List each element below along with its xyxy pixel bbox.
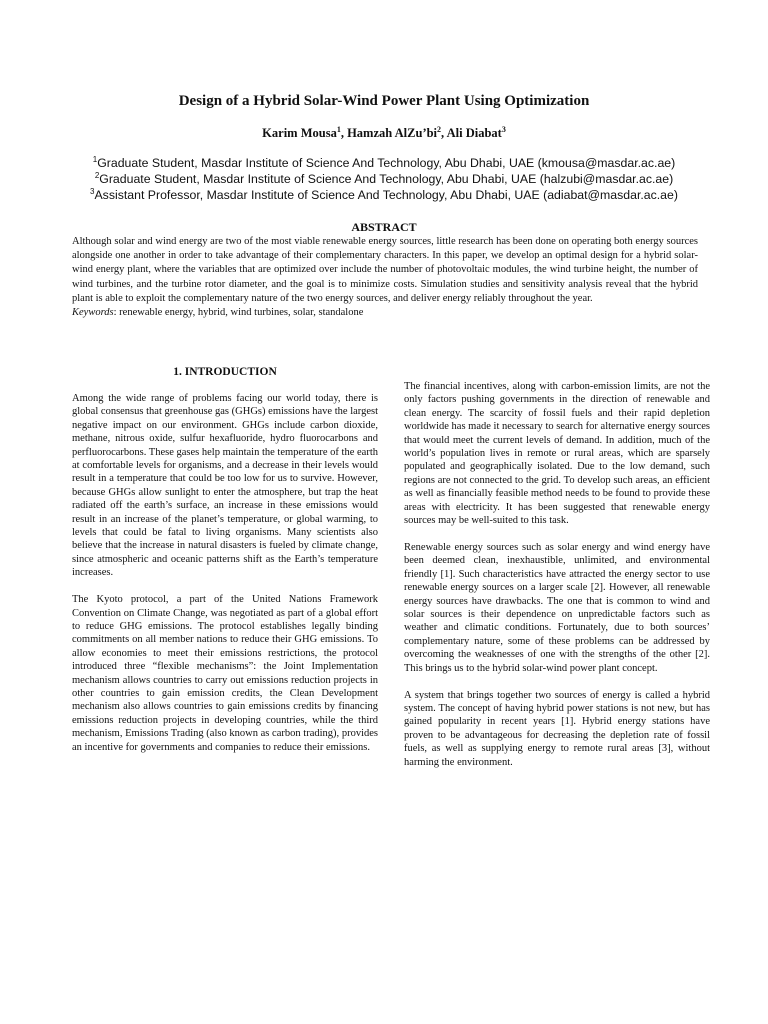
author-name: Karim Mousa bbox=[262, 126, 337, 140]
body-paragraph: Among the wide range of problems facing our world today, there is global consensus that greenhouse gas (GHGs) emissions have the largest negative impact on our environment. GHGs include carbon dioxide, methane, nitrous oxide, sulfur hexafluoride, hydro fluorocarbons and perfluorocarbons. These gases help maintain the temperature of the earth at comfortable levels for organisms, and a decrease in their levels would result in a temperature that could be too low for us to survive. However, because GHGs allow sunlight to enter the atmosphere, but trap the heat radiated off the earth’s surface, an increase in these emissions would result in an increase of the planet’s temperature, or global warming, to levels that could be fatal to living organisms. Many scientists also believe that the increase in natural disasters is fueled by climate change, since atmospheric and oceanic patterns shift as the Earth’s temperature increases. bbox=[72, 393, 378, 579]
abstract-text: Although solar and wind energy are two of the most viable renewable energy sources, little research has been done on operating both energy sources alongside one another in order to take advantage of their complementary characters. In this paper, we develop an optimal design for a hybrid solar-wind energy plant, where the variables that are optimized over include the number of photovoltaic modules, the wind turbine height, the number of wind turbines, and the turbine rotor diameter, and the goal is to minimize costs. Simulation studies and sensitivity analysis reveal that the hybrid plant is able to exploit the complementary nature of the two energy sources, and deliver energy reliably throughout the year. bbox=[72, 236, 698, 304]
author bbox=[347, 126, 447, 140]
abstract bbox=[72, 235, 698, 320]
body-paragraph: Renewable energy sources such as solar energy and wind energy have been deemed clean, inexhaustible, unlimited, and environmental friendly [1]. Such characteristics have attracted the energy sector to use renewable energy sources on a larger scale [2]. However, all renewable energy sources have drawbacks. The one that is common to wind and solar sources is their dependence on unpredictable factors such as weather and climatic conditions. Fortunately, due to both sources’ complementary nature, some of these problems can be addressed by overcoming the weaknesses of one with the strengths of the other [2]. This brings us to the hybrid solar-wind power plant concept. bbox=[404, 541, 710, 674]
body-paragraph: The financial incentives, along with carbon-emission limits, are not the only factors pushing governments in the direction of renewable and clean energy. The scarcity of fossil fuels and their rapid depletion worldwide has made it necessary to search for alternative energy sources that would meet the current levels of demand. In addition, much of the world’s population lives in remote or rural areas, which are sparsely populated and geographically isolated. Due to the low demand, such regions are not connected to the grid. To develop such areas, an efficient as well as financially feasible method needs to be found to provide these areas with electricity. It has been suggested that renewable energy sources may be well-suited to this task. bbox=[404, 381, 710, 527]
affiliations bbox=[0, 155, 768, 203]
abstract-heading: ABSTRACT bbox=[351, 220, 417, 234]
keywords-label: Keywords bbox=[72, 307, 114, 319]
affiliation-sup: 2 bbox=[94, 170, 100, 180]
keywords-text: : renewable energy, hybrid, wind turbines, solar, standalone bbox=[113, 307, 364, 319]
affiliation-text: Graduate Student, Masdar Institute of Science And Technology, Abu Dhabi, UAE (halzubi@masdar.ac.ae) bbox=[99, 172, 674, 186]
author bbox=[262, 126, 347, 140]
left-column bbox=[72, 366, 378, 768]
affiliation-sup: 1 bbox=[92, 154, 98, 164]
affiliation-text: Graduate Student, Masdar Institute of Science And Technology, Abu Dhabi, UAE (kmousa@masdar.ac.ae) bbox=[97, 156, 676, 170]
body-paragraph: A system that brings together two sources of energy is called a hybrid system. The concept of having hybrid power stations is not new, but has gained popularity in recent years [1]. Hybrid energy stations have proven to be advantageous for decreasing the depletion rate of fossil fuels, as well as supplying energy to remote rural areas [3], without harming the environment. bbox=[404, 689, 710, 768]
author-sup: 2 bbox=[437, 124, 442, 134]
keywords bbox=[72, 306, 698, 320]
affiliation bbox=[0, 171, 768, 187]
affiliation bbox=[0, 187, 768, 203]
author-separator: , bbox=[340, 126, 348, 140]
author-separator: , bbox=[441, 126, 447, 140]
section-heading: 1. INTRODUCTION bbox=[173, 366, 277, 378]
affiliation-text: Assistant Professor, Masdar Institute of Science And Technology, Abu Dhabi, UAE (adiabat@masdar.ac.ae) bbox=[94, 188, 678, 202]
author-line bbox=[0, 126, 768, 141]
author-name: Hamzah AlZu’bi bbox=[347, 126, 438, 140]
right-column bbox=[404, 380, 710, 782]
affiliation bbox=[0, 155, 768, 171]
paper-title: Design of a Hybrid Solar-Wind Power Plant Using Optimization bbox=[178, 93, 590, 109]
author bbox=[447, 126, 506, 140]
author-sup: 3 bbox=[501, 124, 506, 134]
author-sup: 1 bbox=[336, 124, 341, 134]
affiliation-sup: 3 bbox=[90, 186, 95, 196]
author-name: Ali Diabat bbox=[446, 126, 502, 140]
body-paragraph: The Kyoto protocol, a part of the United Nations Framework Convention on Climate Change, was negotiated as part of a global effort to reduce GHG emissions. The protocol establishes legally binding commitments on all member nations to reduce their GHG emissions. To allow economies to meet their emissions restrictions, the protocol introduced three “flexible mechanisms”: the Joint Implementation mechanism allows countries to carry out emissions reduction projects in other countries to gain emission credits, the Clean Development mechanism also allows countries to gain emissions credits by financing emissions reduction projects in developing countries, while the third mechanism, Emissions Trading (also known as carbon trading), provides an incentive for governments and companies to reduce their emissions. bbox=[72, 594, 378, 753]
